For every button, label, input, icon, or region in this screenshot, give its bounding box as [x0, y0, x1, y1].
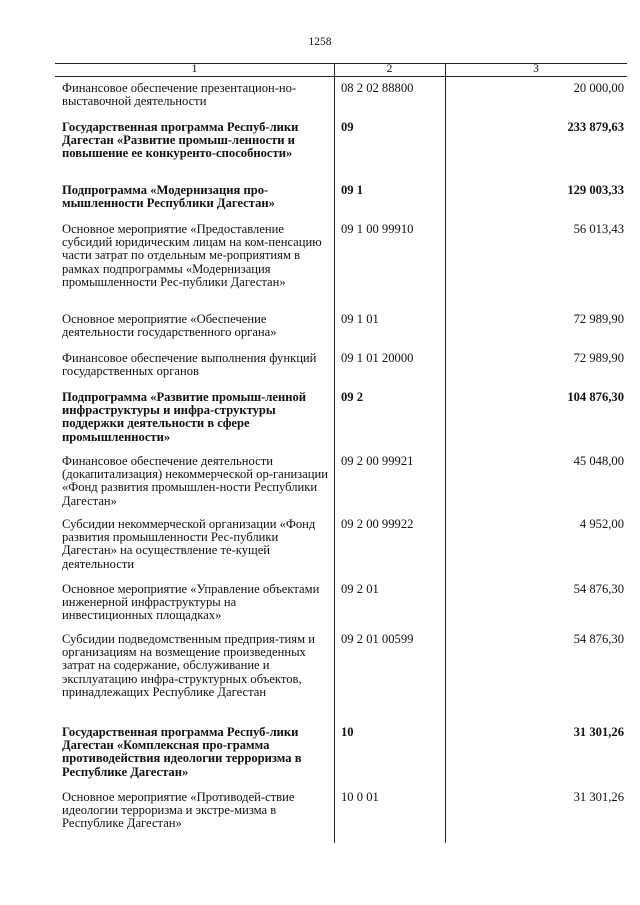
row-description: Финансовое обеспечение выполнения функций государственных органов	[62, 351, 317, 379]
row-amount: 4 952,00	[579, 517, 624, 531]
column-header-2: 2	[386, 63, 393, 75]
row-code: 09 1 01	[341, 312, 379, 326]
row-description: Финансовое обеспечение презентацион-но-выставочной деятельности	[62, 81, 297, 109]
row-description: Основное мероприятие «Предоставление субсидий юридическим лицам на ком-пенсацию части затрат по отдельным ме-роприятиям в рамках подпрограммы «Модернизация промышленности Рес-публики Дагестан»	[62, 222, 322, 289]
page-number: 1258	[308, 36, 332, 48]
row-amount: 233 879,63	[567, 120, 624, 134]
row-amount: 45 048,00	[573, 454, 624, 468]
row-amount: 31 301,26	[573, 790, 624, 804]
row-description: Субсидии подведомственным предприя-тиям и организациям на возмещение произведенных затрат на содержание, обслуживание и эксплуатацию инфра-структурных объектов, принадлежащих Республике Дагестан	[62, 632, 315, 699]
row-code: 09 1 01 20000	[341, 351, 414, 365]
row-code: 09 2 00 99921	[341, 454, 414, 468]
column-divider-2	[445, 63, 446, 843]
row-code: 09 2 01 00599	[341, 632, 414, 646]
row-code: 10 0 01	[341, 790, 379, 804]
row-amount: 31 301,26	[573, 725, 624, 739]
row-amount: 54 876,30	[573, 632, 624, 646]
row-amount: 104 876,30	[567, 390, 624, 404]
row-description: Основное мероприятие «Обеспечение деятельности государственного органа»	[62, 312, 277, 340]
row-amount: 54 876,30	[573, 582, 624, 596]
row-code: 09 2	[341, 390, 364, 404]
row-amount: 20 000,00	[573, 81, 624, 95]
column-header-1: 1	[191, 63, 198, 75]
row-description: Основное мероприятие «Противодей-ствие идеологии терроризма и экстре-мизма в Республике Дагестан»	[62, 790, 295, 831]
row-description: Основное мероприятие «Управление объектами инженерной инфраструктуры на инвестиционных площадках»	[62, 582, 320, 623]
row-code: 09 2 00 99922	[341, 517, 414, 531]
column-header-3: 3	[533, 63, 539, 75]
row-code: 08 2 02 88800	[341, 81, 414, 95]
row-amount: 56 013,43	[573, 222, 624, 236]
row-code: 09 1	[341, 183, 364, 197]
row-description: Субсидии некоммерческой организации «Фонд развития промышленности Рес-публики Дагестан» на осуществление те-кущей деятельности	[62, 517, 316, 571]
row-description: Государственная программа Респуб-лики Дагестан «Комплексная про-грамма противодействия идеологии терроризма в Республике Дагестан»	[62, 725, 302, 779]
row-amount: 129 003,33	[567, 183, 624, 197]
table-header-border	[55, 76, 627, 77]
column-divider-1	[334, 63, 335, 843]
row-code: 09 1 00 99910	[341, 222, 414, 236]
row-amount: 72 989,90	[573, 351, 624, 365]
row-amount: 72 989,90	[573, 312, 624, 326]
row-description: Подпрограмма «Развитие промыш-ленной инфраструктуры и инфра-структуры поддержки деятельности в сфере промышленности»	[62, 390, 307, 444]
row-code: 09 2 01	[341, 582, 379, 596]
row-description: Подпрограмма «Модернизация про-мышленности Республики Дагестан»	[62, 183, 275, 211]
row-code: 09	[341, 120, 354, 134]
row-description: Государственная программа Респуб-лики Дагестан «Развитие промыш-ленности и повышение ее конкуренто-способности»	[62, 120, 299, 161]
row-description: Финансовое обеспечение деятельности (докапитализация) некоммерческой ор-ганизации «Фонд развития промышлен-ности Республики Дагестан»	[62, 454, 328, 508]
row-code: 10	[341, 725, 354, 739]
